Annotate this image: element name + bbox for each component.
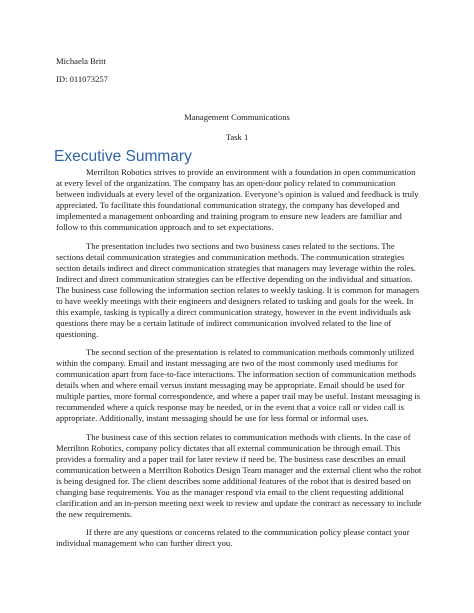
student-id: ID: 011073257 xyxy=(56,74,108,84)
document-body xyxy=(56,167,422,557)
body-paragraph-2: The presentation includes two sections and two business cases related to the sections. The sections detail communication strategies and communication methods. The communication strategies section details indirect and direct communication strategies that managers may leverage within the roles. Indirect and direct communication strategies can be effective depending on the individual and situation. The business case following the information section relates to weekly tasking. It is common for managers to have weekly meetings with their engineers and designers related to tasking and goals for the week. In this example, tasking is typically a direct communication strategy, however in the event individuals ask questions there may be a certain latitude of indirect communication involved related to the line of questioning. xyxy=(56,240,420,339)
section-heading: Executive Summary xyxy=(54,148,192,165)
task-label: Task 1 xyxy=(225,132,249,142)
body-paragraph-1: Merrilton Robotics strives to provide an environment with a foundation in open communication at every level of the organization. The company has an open-door policy related to communication between individuals at every level of the organization. Everyone’s opinion is valued and feedback is truly appreciated. To facilitate this foundational communication strategy, the company has developed and implemented a management onboarding and training program to ensure new leaders are familiar and follow to this communication approach and to set expectations. xyxy=(56,167,419,232)
body-paragraph-4: The business case of this section relates to communication methods with clients. In the case of Merrilton Robotics, company policy dictates that all external communication be through email. This provides a formality and a paper trail for later review if need be. The business case describes an email communication between a Merrilton Robotics Design Team manager and the external client who the robot is being designed for. The client describes some additional features of the robot that is desired based on changing base requirements. You as the manager respond via email to the client requesting additional clarification and an in-person meeting next week to review and update the contract as necessary to include the new requirements. xyxy=(56,431,422,519)
author-name: Michaela Britt xyxy=(56,56,106,66)
course-title: Management Communications xyxy=(184,112,290,122)
body-paragraph-3: The second section of the presentation is related to communication methods commonly utilized within the company. Email and instant messaging are two of the most commonly used mediums for communication apart from face-to-face interactions. The information section of communication methods details when and where email versus instant messaging may be appropriate. Email should be used for multiple parties, more formal correspondence, and where a paper trail may be useful. Instant messaging is recommended where a quick response may be needed, or in the event that a voice call or video call is appropriate. Additionally, instant messaging should be use for less formal or informal uses. xyxy=(56,347,421,423)
body-paragraph-5: If there are any questions or concerns related to the communication policy please contact your individual management who can further direct you. xyxy=(56,527,410,548)
